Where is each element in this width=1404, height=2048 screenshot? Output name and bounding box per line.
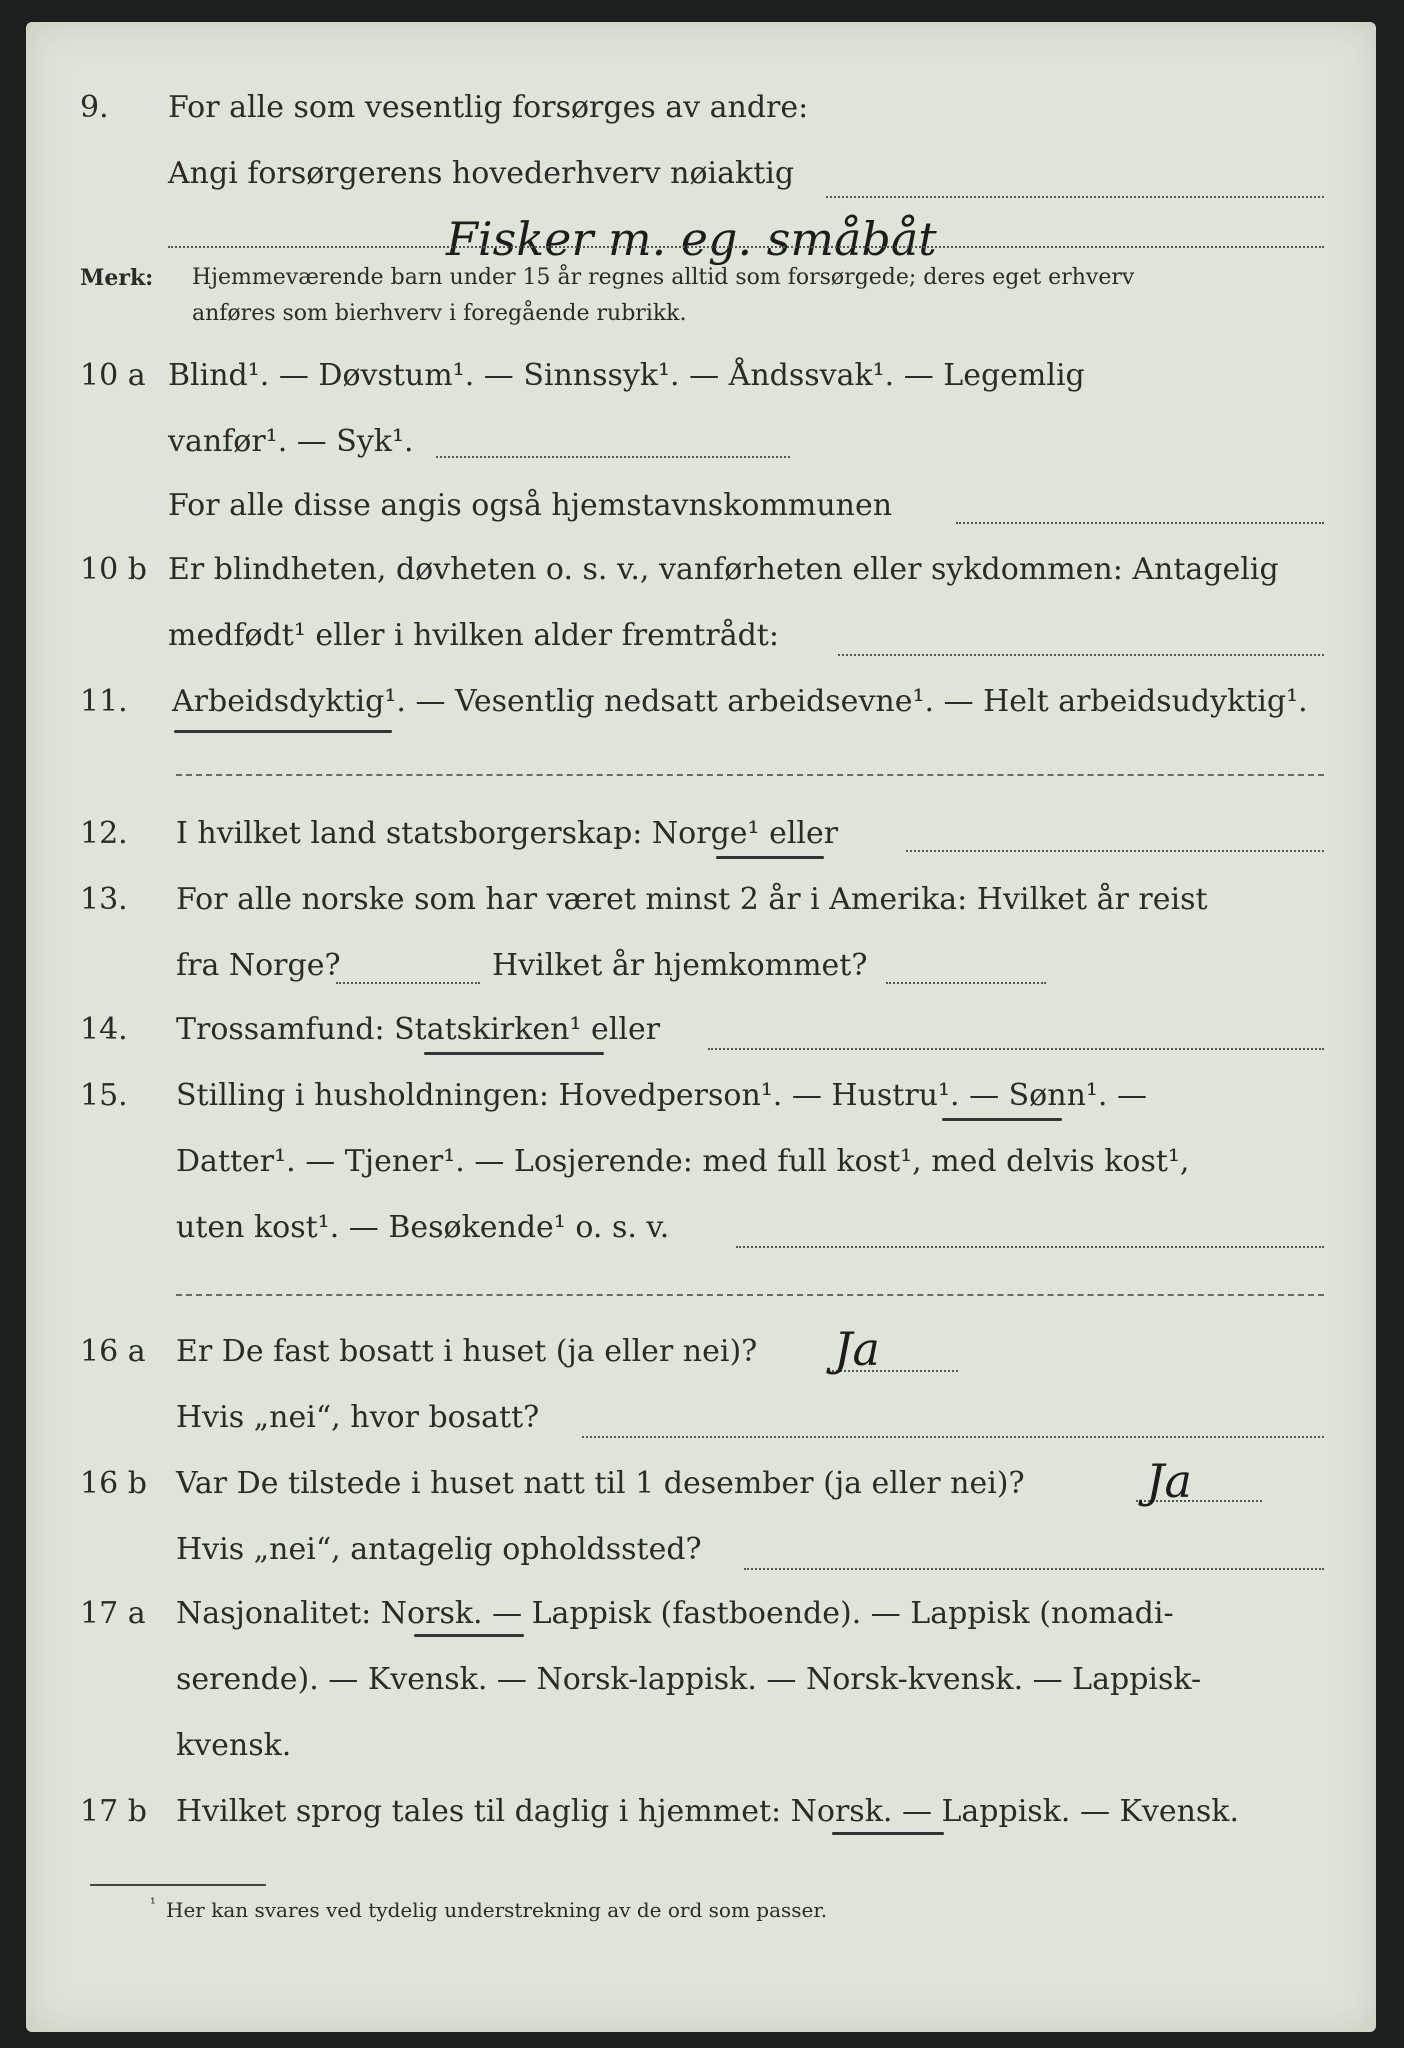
q13-text-1: For alle norske som har været minst 2 år i Amerika: Hvilket år reist (176, 882, 1208, 917)
q11-underline-arbeidsdyktig (174, 730, 392, 733)
q9-row (26, 90, 1376, 150)
q11-row (26, 684, 1376, 744)
q13-row (26, 882, 1376, 942)
q15-underline-hustru (942, 1118, 1062, 1121)
q9-answer-line-1 (826, 196, 1324, 198)
q12-answer-line (906, 850, 1324, 852)
q17a-text-1: Nasjonalitet: Norsk. — Lappisk (fastboende). — Lappisk (nomadi- (176, 1596, 1174, 1631)
q16a-handwritten-answer: Ja (834, 1322, 880, 1376)
q13-text-2b: Hvilket år hjemkommet? (492, 948, 868, 983)
q16a-residence-line (582, 1436, 1324, 1438)
merk-label: Merk: (80, 265, 154, 291)
q17a-number: 17 a (80, 1596, 146, 1631)
q15-text-1: Stilling i husholdningen: Hovedperson¹. — Hustru¹. — Sønn¹. — (176, 1078, 1147, 1113)
q10a-hometown-line (956, 522, 1324, 524)
q15-row-3 (26, 1210, 1376, 1270)
q15-text-2: Datter¹. — Tjener¹. — Losjerende: med full kost¹, med delvis kost¹, (176, 1144, 1190, 1179)
q16a-text-2: Hvis „nei“, hvor bosatt? (176, 1400, 540, 1435)
q11-answer-line (176, 774, 1324, 776)
q9-number: 9. (80, 90, 109, 125)
q10a-text-2: vanfør¹. — Syk¹. (168, 424, 414, 459)
q10a-row (26, 358, 1376, 418)
q17a-text-2: serende). — Kvensk. — Norsk-lappisk. — Norsk-kvensk. — Lappisk- (176, 1662, 1202, 1697)
q17a-text-3: kvensk. (176, 1728, 292, 1763)
q17a-underline-norsk (414, 1634, 524, 1637)
q13-left-year-line (336, 982, 480, 984)
q16a-number: 16 a (80, 1334, 146, 1369)
q9-text-2: Angi forsørgerens hovederhverv nøiaktig (168, 156, 795, 191)
footnote-text: Her kan svares ved tydelig understrekning av de ord som passer. (166, 1898, 828, 1922)
q15-answer-line (736, 1246, 1324, 1248)
q10a-number: 10 a (80, 358, 146, 393)
q16a-row (26, 1334, 1376, 1394)
q16b-location-line (744, 1568, 1324, 1570)
q16b-row-2 (26, 1532, 1376, 1592)
census-form-page (26, 22, 1376, 2032)
q12-row (26, 816, 1376, 876)
q15-row-2 (26, 1144, 1376, 1204)
q15-row (26, 1078, 1376, 1138)
q17b-number: 17 b (80, 1794, 147, 1829)
footnote-mark: ¹ (150, 1896, 156, 1912)
q10b-answer-line (838, 654, 1324, 656)
q10a-row-2 (26, 424, 1376, 484)
q11-number: 11. (80, 684, 128, 719)
merk-text-2: anføres som bierhverv i foregående rubrikk. (192, 301, 687, 326)
q10b-text-1: Er blindheten, døvheten o. s. v., vanførheten eller sykdommen: Antagelig (168, 552, 1279, 587)
q15-text-3: uten kost¹. — Besøkende¹ o. s. v. (176, 1210, 670, 1245)
q17a-row-3 (26, 1728, 1376, 1788)
footnote-rule (90, 1884, 266, 1886)
q9-text-1: For alle som vesentlig forsørges av andre: (168, 90, 809, 125)
q17b-row (26, 1794, 1376, 1854)
q13-text-2a: fra Norge? (176, 948, 341, 983)
q12-text-1: I hvilket land statsborgerskap: Norge¹ eller (176, 816, 839, 851)
q10a-text-3: For alle disse angis også hjemstavnskommunen (168, 488, 893, 523)
q17b-underline-norsk (832, 1832, 944, 1835)
q16b-number: 16 b (80, 1466, 147, 1501)
q10b-number: 10 b (80, 552, 147, 587)
q16a-row-2 (26, 1400, 1376, 1460)
q10a-row-3 (26, 488, 1376, 548)
q10b-row-2 (26, 618, 1376, 678)
q13-row-2 (26, 948, 1376, 1008)
q14-number: 14. (80, 1012, 128, 1047)
q10a-answer-line (436, 456, 790, 458)
q11-text-1: Arbeidsdyktig¹. — Vesentlig nedsatt arbeidsevne¹. — Helt arbeidsudyktig¹. (172, 684, 1308, 719)
q17a-row (26, 1596, 1376, 1656)
q15-number: 15. (80, 1078, 128, 1113)
q9-answer-line-2 (168, 246, 1324, 248)
q14-underline-statskirken (424, 1052, 604, 1055)
q9-handwritten-answer: Fisker m. eg. småbåt (446, 212, 937, 266)
q10a-text-1: Blind¹. — Døvstum¹. — Sinnssyk¹. — Åndssvak¹. — Legemlig (168, 358, 1085, 393)
merk-text-1: Hjemmeværende barn under 15 år regnes alltid som forsørgede; deres eget erhverv (192, 265, 1135, 290)
q12-number: 12. (80, 816, 128, 851)
q14-answer-line (708, 1048, 1324, 1050)
q15-answer-line-2 (176, 1294, 1324, 1296)
q16b-handwritten-answer: Ja (1146, 1454, 1192, 1508)
q9-row-2 (26, 156, 1376, 216)
q14-text-1: Trossamfund: Statskirken¹ eller (176, 1012, 661, 1047)
q13-number: 13. (80, 882, 128, 917)
q16a-text-1: Er De fast bosatt i huset (ja eller nei)? (176, 1334, 758, 1369)
q10b-row (26, 552, 1376, 612)
q13-return-year-line (886, 982, 1046, 984)
q14-row (26, 1012, 1376, 1072)
q17a-row-2 (26, 1662, 1376, 1722)
q10b-text-2: medfødt¹ eller i hvilken alder fremtrådt: (168, 618, 779, 653)
q16b-text-2: Hvis „nei“, antagelig opholdssted? (176, 1532, 702, 1567)
q17b-text-1: Hvilket sprog tales til daglig i hjemmet: Norsk. — Lappisk. — Kvensk. (176, 1794, 1240, 1829)
q12-underline-norge (716, 856, 824, 859)
q16b-text-1: Var De tilstede i huset natt til 1 desember (ja eller nei)? (176, 1466, 1025, 1501)
